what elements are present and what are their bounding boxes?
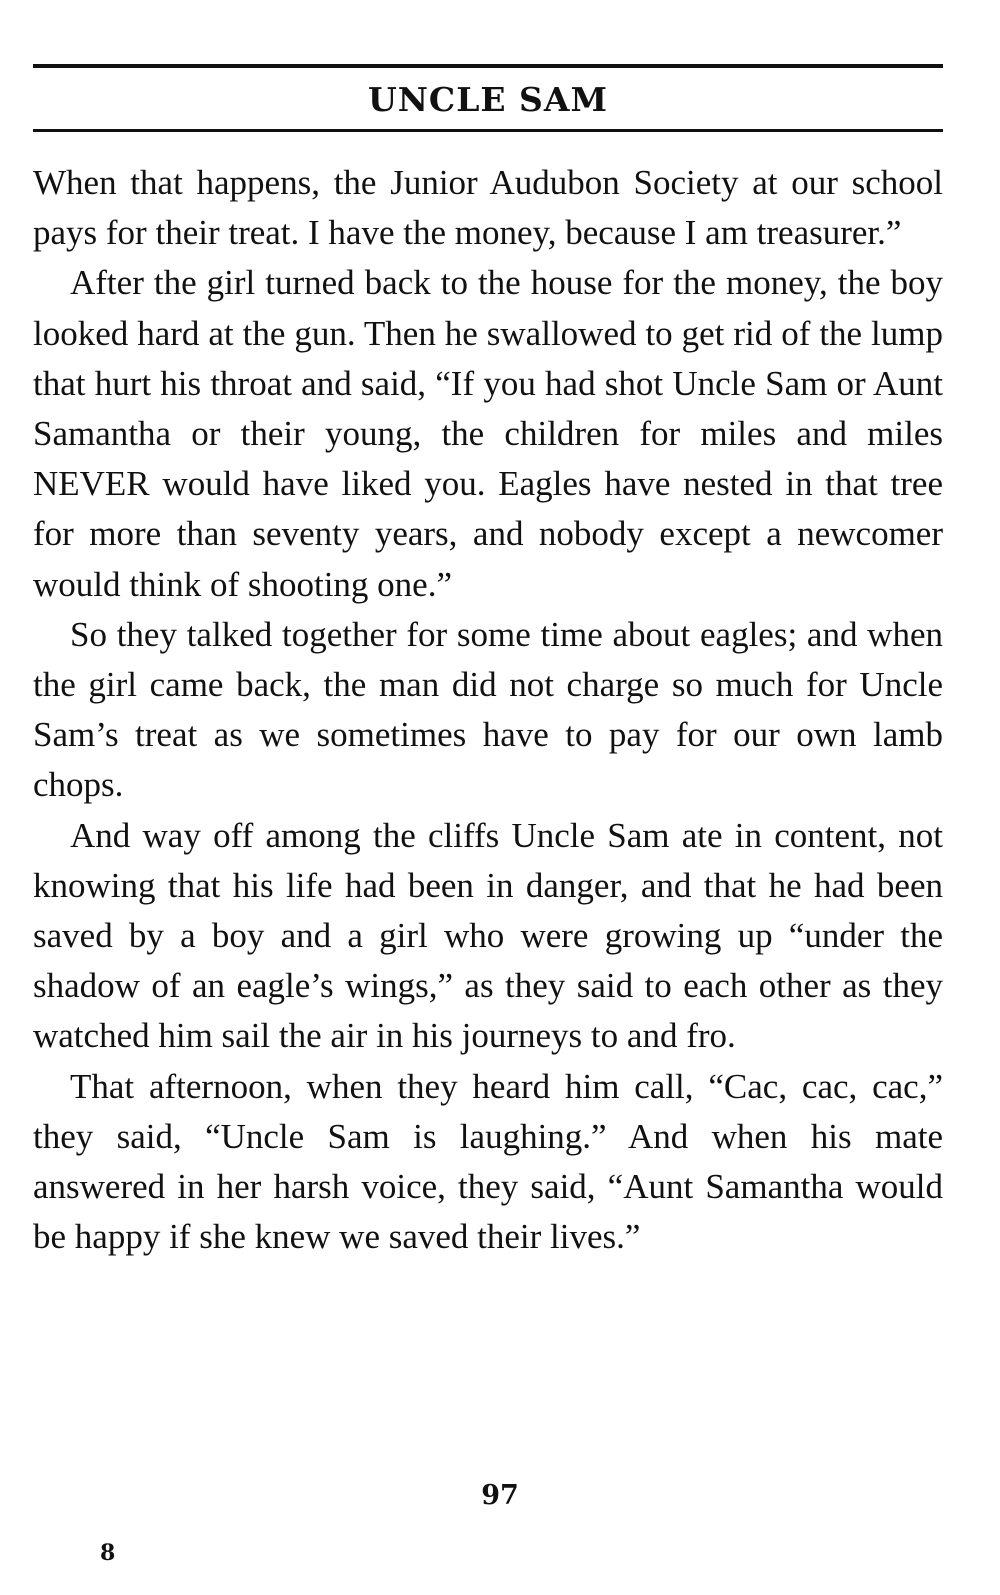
header-top-rule: [33, 64, 943, 68]
paragraph-5: That afternoon, when they heard him call, “Cac, cac, cac,” they said, “Uncle Sam is laughing.” And when his mate answered in her harsh voice, they said, “Aunt Samantha would be happy if she knew we saved their lives.”: [33, 1066, 943, 1257]
page-number: 97: [481, 1480, 519, 1511]
paragraph-1: When that happens, the Junior Audubon Society at our school pays for their treat. I have the money, because I am treasurer.”: [33, 163, 943, 253]
paragraph-3: So they talked together for some time about eagles; and when the girl came back, the man did not charge so much for Uncle Sam’s treat as we sometimes have to pay for our own lamb chops.: [33, 614, 943, 805]
header-bottom-rule: [33, 129, 943, 132]
body-text: [33, 158, 943, 1262]
paragraph-4: And way off among the cliffs Uncle Sam ate in content, not knowing that his life had been in danger, and that he had been saved by a boy and a girl who were growing up “under the shadow of an eagle’s wings,” as they said to each other as they watched him sail the air in his journeys to and fro.: [33, 815, 943, 1056]
signature-mark: 8: [100, 1540, 116, 1566]
running-head: UNCLE SAM: [367, 80, 609, 119]
paragraph-2: After the girl turned back to the house for the money, the boy looked hard at the gun. Then he swallowed to get rid of the lump that hurt his throat and said, “If you had shot Uncle Sam or Aunt Samantha or their young, the children for miles and miles NEVER would have liked you. Eagles have nested in that tree for more than seventy years, and nobody except a newcomer would think of shooting one.”: [33, 263, 943, 604]
